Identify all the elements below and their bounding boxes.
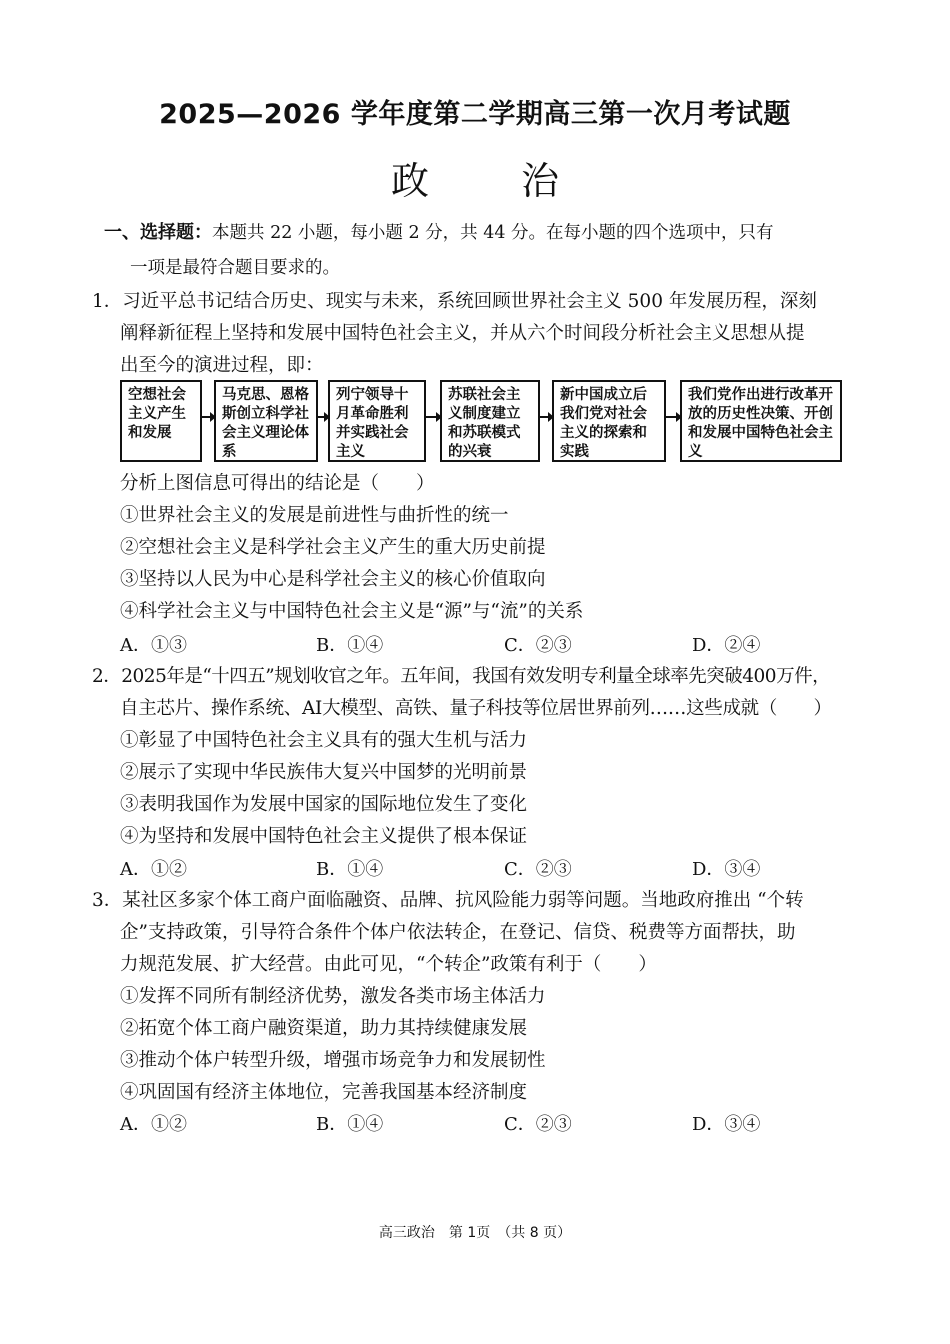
q1-statement-1: ①世界社会主义的发展是前进性与曲折性的统一 (120, 505, 509, 526)
q3-text-line1: 3．某社区多家个体工商户面临融资、品牌、抗风险能力弱等问题。当地政府推出 “个转 (92, 890, 804, 911)
q2-statement-4: ④为坚持和发展中国特色社会主义提供了根本保证 (120, 826, 528, 847)
q1-text-line3: 出至今的演进过程，即： (120, 355, 324, 376)
flow-box-4: 苏联社会主义制度建立和苏联模式的兴衰 (440, 380, 540, 462)
page-footer: 高三政治 第 1页 （共 8 页） (378, 1225, 572, 1241)
section-instructions-line1: 本题共 22 小题，每小题 2 分，共 44 分。在每小题的四个选项中，只有 (212, 223, 774, 243)
flow-box-5: 新中国成立后我们党对社会主义的探索和实践 (552, 380, 666, 462)
q2-statement-1: ①彰显了中国特色社会主义具有的强大生机与活力 (120, 730, 528, 751)
q1-statement-3: ③坚持以人民为中心是科学社会主义的核心价值取向 (120, 569, 546, 590)
q1-text-line1: 1．习近平总书记结合历史、现实与未来，系统回顾世界社会主义 500 年发展历程，深刻 (92, 291, 817, 312)
q1-statement-4: ④科学社会主义与中国特色社会主义是“源”与“流”的关系 (120, 601, 584, 622)
q2-statement-2: ②展示了实现中华民族伟大复兴中国梦的光明前景 (120, 762, 528, 783)
q3-text-line2: 企”支持政策，引导符合条件个体户依法转企，在登记、信贷、税费等方面帮扶，助 (120, 922, 796, 943)
q3-option-d[interactable]: D．③④ (692, 1114, 761, 1135)
q3-statement-4: ④巩固国有经济主体地位，完善我国基本经济制度 (120, 1082, 528, 1103)
q1-statement-2: ②空想社会主义是科学社会主义产生的重大历史前提 (120, 537, 546, 558)
q2-option-a[interactable]: A．①② (120, 859, 187, 880)
q2-option-d[interactable]: D．③④ (692, 859, 761, 880)
q1-stem: 分析上图信息可得出的结论是（ ） (120, 473, 435, 494)
q3-option-c[interactable]: C．②③ (504, 1114, 572, 1135)
q1-flowchart (120, 380, 842, 466)
q3-option-a[interactable]: A．①② (120, 1114, 187, 1135)
flow-arrow-3 (426, 416, 440, 418)
flow-arrow-1 (202, 416, 214, 418)
section-label: 一、选择题： (104, 222, 212, 243)
q1-option-a[interactable]: A．①③ (120, 635, 187, 656)
flow-box-6: 我们党作出进行改革开放的历史性决策、开创和发展中国特色社会主义 (680, 380, 842, 462)
flow-box-2: 马克思、恩格斯创立科学社会主义理论体系 (214, 380, 318, 462)
section-instructions-line2: 一项是最符合题目要求的。 (130, 258, 340, 278)
q2-text-line2: 自主芯片、操作系统、AI大模型、高铁、量子科技等位居世界前列……这些成就（ ） (120, 698, 832, 719)
q3-text-line3: 力规范发展、扩大经营。由此可见，“个转企”政策有利于（ ） (120, 954, 657, 975)
q3-statement-2: ②拓宽个体工商户融资渠道，助力其持续健康发展 (120, 1018, 528, 1039)
flow-arrow-4 (540, 416, 552, 418)
q1-option-b[interactable]: B．①④ (316, 635, 384, 656)
flow-box-1: 空想社会主义产生和发展 (120, 380, 202, 462)
q2-option-b[interactable]: B．①④ (316, 859, 384, 880)
subject-title: 政 治 (390, 159, 600, 203)
q2-text-line1: 2．2025年是“十四五”规划收官之年。五年间，我国有效发明专利量全球率先突破400万件， (92, 666, 831, 687)
q1-option-c[interactable]: C．②③ (504, 635, 572, 656)
section-instructions (104, 218, 774, 244)
q2-statement-3: ③表明我国作为发展中国家的国际地位发生了变化 (120, 794, 528, 815)
q3-option-b[interactable]: B．①④ (316, 1114, 384, 1135)
flow-arrow-5 (666, 416, 680, 418)
flow-arrow-2 (318, 416, 328, 418)
exam-title: 2025—2026 学年度第二学期高三第一次月考试题 (159, 99, 791, 130)
q3-statement-1: ①发挥不同所有制经济优势，激发各类市场主体活力 (120, 986, 546, 1007)
q2-option-c[interactable]: C．②③ (504, 859, 572, 880)
q1-option-d[interactable]: D．②④ (692, 635, 761, 656)
q1-text-line2: 阐释新征程上坚持和发展中国特色社会主义，并从六个时间段分析社会主义思想从提 (120, 323, 805, 344)
flow-box-3: 列宁领导十月革命胜利并实践社会主义 (328, 380, 426, 462)
q3-statement-3: ③推动个体户转型升级，增强市场竞争力和发展韧性 (120, 1050, 546, 1071)
